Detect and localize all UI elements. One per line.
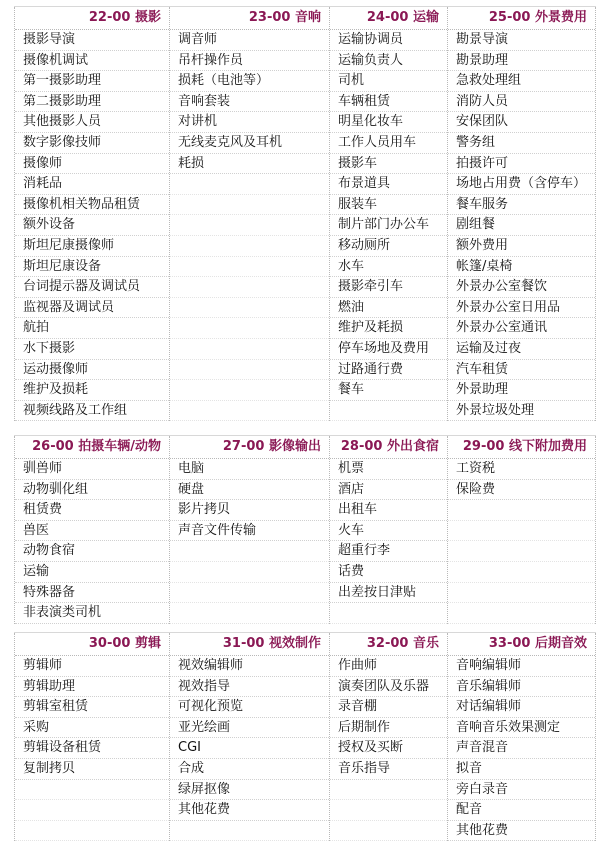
line-item: 摄像师 <box>15 154 169 175</box>
empty-cell <box>448 521 595 542</box>
line-item: 剪辑室租赁 <box>15 697 169 718</box>
line-item: 其他花费 <box>448 821 595 842</box>
empty-cell <box>170 174 329 195</box>
line-item: 电脑 <box>170 459 329 480</box>
line-item: 运输及过夜 <box>448 339 595 360</box>
line-item: 剪辑设备租赁 <box>15 738 169 759</box>
line-item: 非表演类司机 <box>15 603 169 624</box>
empty-cell <box>170 821 329 842</box>
column-header: 23-00 音响 <box>170 7 329 30</box>
line-item: 其他花费 <box>170 800 329 821</box>
empty-cell <box>448 541 595 562</box>
line-item: 摄影车 <box>330 154 447 175</box>
line-item: 对话编辑师 <box>448 697 595 718</box>
line-item: 酒店 <box>330 480 447 501</box>
line-item: 停车场地及费用 <box>330 339 447 360</box>
line-item: 消耗品 <box>15 174 169 195</box>
line-item: 动物驯化组 <box>15 480 169 501</box>
line-item: 吊杆操作员 <box>170 51 329 72</box>
line-item: 餐车服务 <box>448 195 595 216</box>
line-item: 视效指导 <box>170 677 329 698</box>
empty-cell <box>170 603 329 624</box>
empty-cell <box>448 562 595 583</box>
empty-cell <box>15 800 169 821</box>
empty-cell <box>330 780 447 801</box>
line-item: 音响编辑师 <box>448 656 595 677</box>
line-item: 布景道具 <box>330 174 447 195</box>
line-item: 外景办公室餐饮 <box>448 277 595 298</box>
line-item: 汽车租赁 <box>448 360 595 381</box>
line-item: 动物食宿 <box>15 541 169 562</box>
line-item: 制片部门办公车 <box>330 215 447 236</box>
line-item: 勘景导演 <box>448 30 595 51</box>
line-item: 演奏团队及乐器 <box>330 677 447 698</box>
line-item: 耗损 <box>170 154 329 175</box>
budget-column <box>329 7 447 421</box>
line-item: 服装车 <box>330 195 447 216</box>
empty-cell <box>448 583 595 604</box>
line-item: 工作人员用车 <box>330 133 447 154</box>
empty-cell <box>170 562 329 583</box>
column-header: 28-00 外出食宿 <box>330 436 447 459</box>
empty-cell <box>170 541 329 562</box>
line-item: 剪辑师 <box>15 656 169 677</box>
line-item: 对讲机 <box>170 112 329 133</box>
line-item: 无线麦克风及耳机 <box>170 133 329 154</box>
line-item: 摄像机调试 <box>15 51 169 72</box>
line-item: 复制拷贝 <box>15 759 169 780</box>
line-item: 话费 <box>330 562 447 583</box>
line-item: 过路通行费 <box>330 360 447 381</box>
line-item: 急救处理组 <box>448 71 595 92</box>
line-item: 视频线路及工作组 <box>15 401 169 422</box>
empty-cell <box>170 277 329 298</box>
line-item: 工资税 <box>448 459 595 480</box>
column-header: 24-00 运输 <box>330 7 447 30</box>
line-item: 驯兽师 <box>15 459 169 480</box>
empty-cell <box>170 215 329 236</box>
line-item: 出租车 <box>330 500 447 521</box>
line-item: 保险费 <box>448 480 595 501</box>
empty-cell <box>170 380 329 401</box>
line-item: 第一摄影助理 <box>15 71 169 92</box>
line-item: 外景办公室通讯 <box>448 318 595 339</box>
empty-cell <box>15 780 169 801</box>
line-item: 损耗（电池等） <box>170 71 329 92</box>
line-item: 外景垃圾处理 <box>448 401 595 422</box>
line-item: 场地占用费（含停车） <box>448 174 595 195</box>
line-item: 摄影牵引车 <box>330 277 447 298</box>
line-item: 声音文件传输 <box>170 521 329 542</box>
line-item: 剧组餐 <box>448 215 595 236</box>
empty-cell <box>170 257 329 278</box>
line-item: 音响音乐效果测定 <box>448 718 595 739</box>
line-item: 采购 <box>15 718 169 739</box>
line-item: 录音棚 <box>330 697 447 718</box>
line-item: 影片拷贝 <box>170 500 329 521</box>
budget-column <box>169 436 329 624</box>
line-item: 额外设备 <box>15 215 169 236</box>
line-item: 作曲师 <box>330 656 447 677</box>
line-item: 斯坦尼康设备 <box>15 257 169 278</box>
line-item: 音乐指导 <box>330 759 447 780</box>
empty-cell <box>170 583 329 604</box>
budget-column <box>14 7 169 421</box>
line-item: 运输协调员 <box>330 30 447 51</box>
line-item: 水车 <box>330 257 447 278</box>
line-item: 旁白录音 <box>448 780 595 801</box>
line-item: 后期制作 <box>330 718 447 739</box>
line-item: 维护及耗损 <box>330 318 447 339</box>
budget-column <box>329 436 447 624</box>
line-item: 硬盘 <box>170 480 329 501</box>
line-item: 超重行李 <box>330 541 447 562</box>
budget-column <box>14 633 169 841</box>
line-item: 燃油 <box>330 298 447 319</box>
budget-column <box>169 633 329 841</box>
line-item: 运输负责人 <box>330 51 447 72</box>
budget-column <box>169 7 329 421</box>
empty-cell <box>330 800 447 821</box>
line-item: 火车 <box>330 521 447 542</box>
line-item: 视效编辑师 <box>170 656 329 677</box>
line-item: 运输 <box>15 562 169 583</box>
empty-cell <box>448 603 595 624</box>
column-header: 26-00 拍摄车辆/动物 <box>15 436 169 459</box>
line-item: 其他摄影人员 <box>15 112 169 133</box>
section-vehicles-output-travel-fringe <box>14 435 596 624</box>
line-item: 车辆租赁 <box>330 92 447 113</box>
budget-column <box>447 436 596 624</box>
column-header: 31-00 视效制作 <box>170 633 329 656</box>
empty-cell <box>330 821 447 842</box>
line-item: 水下摄影 <box>15 339 169 360</box>
line-item: 音乐编辑师 <box>448 677 595 698</box>
line-item: 外景助理 <box>448 380 595 401</box>
line-item: 斯坦尼康摄像师 <box>15 236 169 257</box>
empty-cell <box>170 401 329 422</box>
column-header: 27-00 影像输出 <box>170 436 329 459</box>
line-item: 明星化妆车 <box>330 112 447 133</box>
line-item: 第二摄影助理 <box>15 92 169 113</box>
column-header: 30-00 剪辑 <box>15 633 169 656</box>
line-item: 航拍 <box>15 318 169 339</box>
line-item: 帐篷/桌椅 <box>448 257 595 278</box>
line-item: 租赁费 <box>15 500 169 521</box>
line-item: 摄影导演 <box>15 30 169 51</box>
line-item: 合成 <box>170 759 329 780</box>
section-postproduction <box>14 632 596 841</box>
column-header: 33-00 后期音效 <box>448 633 595 656</box>
line-item: 剪辑助理 <box>15 677 169 698</box>
empty-cell <box>170 298 329 319</box>
line-item: 司机 <box>330 71 447 92</box>
line-item: 音响套装 <box>170 92 329 113</box>
line-item: 可视化预览 <box>170 697 329 718</box>
column-header: 29-00 线下附加费用 <box>448 436 595 459</box>
empty-cell <box>330 603 447 624</box>
line-item: CGI <box>170 738 329 759</box>
empty-cell <box>170 195 329 216</box>
line-item: 配音 <box>448 800 595 821</box>
line-item: 授权及买断 <box>330 738 447 759</box>
line-item: 机票 <box>330 459 447 480</box>
empty-cell <box>15 821 169 842</box>
budget-column <box>14 436 169 624</box>
line-item: 摄像机相关物品租赁 <box>15 195 169 216</box>
column-header: 25-00 外景费用 <box>448 7 595 30</box>
budget-column <box>447 633 596 841</box>
line-item: 数字影像技师 <box>15 133 169 154</box>
empty-cell <box>170 236 329 257</box>
line-item: 消防人员 <box>448 92 595 113</box>
line-item: 拟音 <box>448 759 595 780</box>
budget-column <box>329 633 447 841</box>
line-item: 亚光绘画 <box>170 718 329 739</box>
section-camera-sound-transport-location <box>14 6 596 421</box>
line-item: 移动厕所 <box>330 236 447 257</box>
empty-cell <box>170 360 329 381</box>
empty-cell <box>170 318 329 339</box>
empty-cell <box>448 500 595 521</box>
empty-cell <box>330 401 447 422</box>
budget-column <box>447 7 596 421</box>
line-item: 安保团队 <box>448 112 595 133</box>
column-header: 32-00 音乐 <box>330 633 447 656</box>
line-item: 特殊器备 <box>15 583 169 604</box>
line-item: 声音混音 <box>448 738 595 759</box>
column-header: 22-00 摄影 <box>15 7 169 30</box>
line-item: 出差按日津贴 <box>330 583 447 604</box>
line-item: 餐车 <box>330 380 447 401</box>
line-item: 绿屏抠像 <box>170 780 329 801</box>
line-item: 调音师 <box>170 30 329 51</box>
empty-cell <box>170 339 329 360</box>
line-item: 运动摄像师 <box>15 360 169 381</box>
line-item: 监视器及调试员 <box>15 298 169 319</box>
line-item: 兽医 <box>15 521 169 542</box>
line-item: 外景办公室日用品 <box>448 298 595 319</box>
line-item: 勘景助理 <box>448 51 595 72</box>
line-item: 维护及损耗 <box>15 380 169 401</box>
line-item: 台词提示器及调试员 <box>15 277 169 298</box>
line-item: 拍摄许可 <box>448 154 595 175</box>
line-item: 额外费用 <box>448 236 595 257</box>
line-item: 警务组 <box>448 133 595 154</box>
